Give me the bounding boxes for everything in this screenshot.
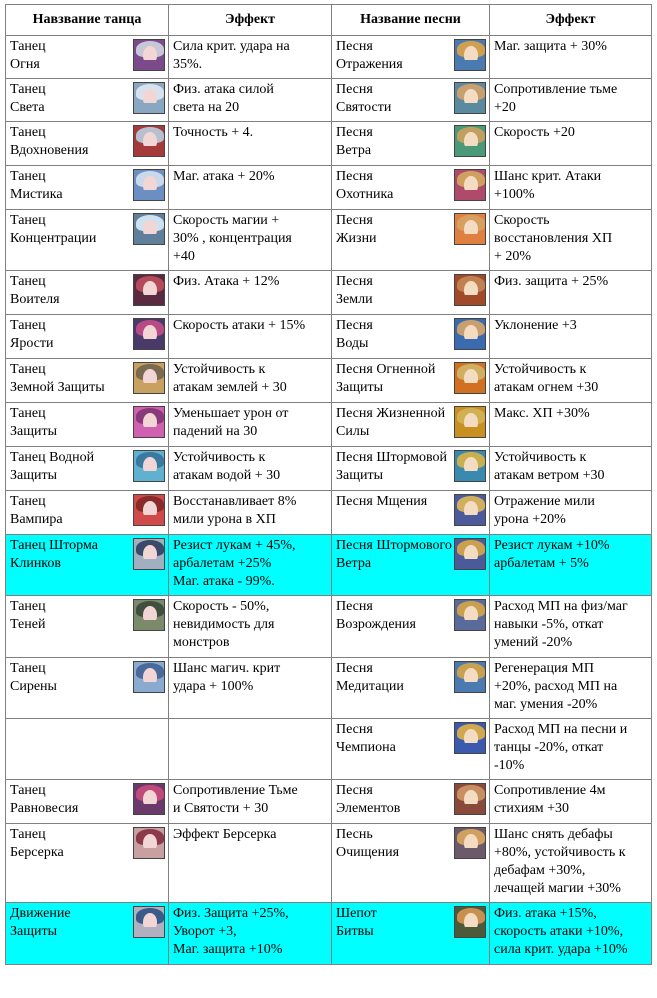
song-effect-text: Отражение мили урона +20%	[494, 494, 595, 527]
dance-name-cell	[6, 271, 169, 315]
dance-name-cell	[6, 210, 169, 271]
table-row	[6, 36, 652, 79]
song-effect-cell	[490, 315, 652, 359]
song-effect-cell	[490, 271, 652, 315]
song-name-text: Песня Ветра	[336, 125, 373, 158]
dance-name-cell	[6, 79, 169, 122]
dance-effect-cell	[169, 447, 332, 491]
dance-name-text: Танец Мистика	[10, 169, 63, 202]
dance-name-text: Танец Водной Защиты	[10, 450, 95, 483]
table-row	[6, 903, 652, 965]
song-effect-text: Физ. защита + 25%	[494, 274, 609, 289]
song-name-cell	[332, 210, 490, 271]
song-renewal-portrait-icon	[454, 599, 486, 631]
table-row	[6, 315, 652, 359]
song-name-cell	[332, 79, 490, 122]
song-name-text: Песня Огненной Защиты	[336, 362, 436, 395]
table-row	[6, 359, 652, 403]
dance-name-text: Танец Огня	[10, 39, 46, 72]
song-effect-cell	[490, 596, 652, 658]
song-effect-cell	[490, 166, 652, 210]
dance-name-text: Танец Вдохновения	[10, 125, 89, 158]
dance-mystic-portrait-icon	[133, 169, 165, 201]
dance-name-cell	[6, 403, 169, 447]
song-name-cell	[332, 903, 490, 965]
song-storm-wind-portrait-icon	[454, 538, 486, 570]
dance-effect-text: Точность + 4.	[173, 125, 254, 140]
song-effect-text: Скорость +20	[494, 125, 575, 140]
table-row	[6, 780, 652, 824]
song-effect-text: Шанс крит. Атаки +100%	[494, 169, 602, 202]
song-name-text: Песня Медитации	[336, 661, 404, 694]
song-name-cell	[332, 447, 490, 491]
song-effect-text: Устойчивость к атакам ветром +30	[494, 450, 605, 483]
song-name-text: Песня Штормового Ветра	[336, 538, 452, 571]
song-name-text: Песня Охотника	[336, 169, 394, 202]
dance-fire-portrait-icon	[133, 39, 165, 71]
song-effect-cell	[490, 824, 652, 903]
dance-effect-text: Физ. Защита +25%, Уворот +3, Маг. защита +10%	[173, 906, 289, 957]
dance-effect-cell	[169, 403, 332, 447]
table-row	[6, 719, 652, 780]
dance-effect-text: Скорость атаки + 15%	[173, 318, 306, 333]
song-effect-text: Маг. защита + 30%	[494, 39, 607, 54]
dance-name-text: Танец Сирены	[10, 661, 57, 694]
song-vitality-portrait-icon	[454, 406, 486, 438]
song-effect-text: Расход МП на физ/маг навыки -5%, откат умений -20%	[494, 599, 628, 650]
table-row	[6, 122, 652, 166]
song-name-text: Песня Жизни	[336, 213, 377, 246]
dance-effect-text: Сопротивление Тьме и Святости + 30	[173, 783, 298, 816]
song-name-cell	[332, 596, 490, 658]
song-effect-cell	[490, 210, 652, 271]
song-effect-text: Уклонение +3	[494, 318, 577, 333]
song-name-cell	[332, 535, 490, 596]
dance-effect-cell	[169, 491, 332, 535]
song-effect-text: Сопротивление тьме +20	[494, 82, 618, 115]
dance-name-text: Танец Берсерка	[10, 827, 64, 860]
song-wind-portrait-icon	[454, 125, 486, 157]
dance-vampire-portrait-icon	[133, 494, 165, 526]
dance-name-text: Танец Теней	[10, 599, 46, 632]
dance-name-cell	[6, 596, 169, 658]
dance-name-cell	[6, 122, 169, 166]
song-name-text: Песня Земли	[336, 274, 373, 307]
dance-effect-cell	[169, 271, 332, 315]
dance-name-text: Танец Ярости	[10, 318, 54, 351]
song-effect-cell	[490, 447, 652, 491]
song-name-text: Песня Мщения	[336, 494, 428, 509]
song-name-text: Песня Воды	[336, 318, 373, 351]
dance-balance-portrait-icon	[133, 783, 165, 815]
dance-effect-text: Устойчивость к атакам землей + 30	[173, 362, 287, 395]
header-song-effect: Эффект	[490, 5, 652, 36]
dance-siren-portrait-icon	[133, 661, 165, 693]
song-effect-cell	[490, 122, 652, 166]
song-name-text: Песня Штормовой Защиты	[336, 450, 448, 483]
song-name-cell	[332, 824, 490, 903]
table-row	[6, 210, 652, 271]
table-row	[6, 824, 652, 903]
dance-name-text: Танец Шторма Клинков	[10, 538, 98, 571]
dance-effect-cell	[169, 36, 332, 79]
dance-name-cell	[6, 903, 169, 965]
header-dance-name: Навзвание танца	[6, 5, 169, 36]
dance-fury-portrait-icon	[133, 318, 165, 350]
song-name-text: Песня Возрождения	[336, 599, 416, 632]
table-row	[6, 79, 652, 122]
dance-inspiration-portrait-icon	[133, 125, 165, 157]
song-earth-portrait-icon	[454, 274, 486, 306]
dance-name-cell	[6, 315, 169, 359]
dance-name-cell	[6, 719, 169, 780]
song-champion-portrait-icon	[454, 722, 486, 754]
table-row	[6, 271, 652, 315]
song-name-cell	[332, 403, 490, 447]
song-flame-guard-portrait-icon	[454, 362, 486, 394]
dance-name-cell	[6, 447, 169, 491]
table-row	[6, 166, 652, 210]
dance-effect-text: Уменьшает урон от падений на 30	[173, 406, 289, 439]
song-purification-portrait-icon	[454, 827, 486, 859]
dance-name-text: Танец Равновесия	[10, 783, 79, 816]
dance-name-text: Танец Воителя	[10, 274, 60, 307]
header-row	[6, 5, 652, 36]
song-name-cell	[332, 166, 490, 210]
dance-effect-cell	[169, 79, 332, 122]
dance-warrior-portrait-icon	[133, 274, 165, 306]
song-effect-cell	[490, 780, 652, 824]
dance-effect-cell	[169, 210, 332, 271]
dance-name-text: Движение Защиты	[10, 906, 71, 939]
dance-name-text: Танец Земной Защиты	[10, 362, 105, 395]
dance-effect-cell	[169, 658, 332, 719]
song-effect-text: Резист лукам +10% арбалетам + 5%	[494, 538, 610, 571]
dance-effect-text: Эффект Берсерка	[173, 827, 277, 842]
song-name-text: Песня Чемпиона	[336, 722, 396, 755]
song-vengeance-portrait-icon	[454, 494, 486, 526]
dance-name-cell	[6, 658, 169, 719]
song-name-cell	[332, 359, 490, 403]
dance-name-text: Танец Защиты	[10, 406, 58, 439]
dance-effect-text: Восстанавливает 8% мили урона в ХП	[173, 494, 297, 527]
dance-effect-cell	[169, 824, 332, 903]
song-holiness-portrait-icon	[454, 82, 486, 114]
song-water-portrait-icon	[454, 318, 486, 350]
dance-protection-portrait-icon	[133, 406, 165, 438]
song-effect-cell	[490, 491, 652, 535]
table-row	[6, 658, 652, 719]
header-song-name: Название песни	[332, 5, 490, 36]
dance-effect-text: Маг. атака + 20%	[173, 169, 275, 184]
table-row	[6, 596, 652, 658]
dance-concentration-portrait-icon	[133, 213, 165, 245]
dance-effect-text: Скорость - 50%, невидимость для монстров	[173, 599, 275, 650]
song-elements-portrait-icon	[454, 783, 486, 815]
dance-name-text: Танец Вампира	[10, 494, 63, 527]
dance-name-text: Танец Концентрации	[10, 213, 97, 246]
song-name-cell	[332, 271, 490, 315]
dance-name-cell	[6, 36, 169, 79]
skills-table	[5, 4, 652, 965]
dance-blade-storm-icon-icon	[133, 538, 165, 570]
song-effect-text: Физ. атака +15%, скорость атаки +10%, сила крит. удара +10%	[494, 906, 628, 957]
song-effect-text: Устойчивость к атакам огнем +30	[494, 362, 599, 395]
song-name-text: Шепот Битвы	[336, 906, 377, 939]
dance-effect-text: Скорость магии + 30% , концентрация +40	[173, 213, 292, 264]
song-life-portrait-icon	[454, 213, 486, 245]
dance-aqua-guard-portrait-icon	[133, 450, 165, 482]
song-name-text: Песнь Очищения	[336, 827, 400, 860]
song-meditation-portrait-icon	[454, 661, 486, 693]
song-name-cell	[332, 315, 490, 359]
dance-effect-text: Сила крит. удара на 35%.	[173, 39, 290, 72]
song-effect-cell	[490, 903, 652, 965]
dance-effect-cell	[169, 166, 332, 210]
dance-effect-text: Физ. Атака + 12%	[173, 274, 280, 289]
song-effect-text: Регенерация МП +20%, расход МП на маг. умения -20%	[494, 661, 618, 712]
dance-name-cell	[6, 166, 169, 210]
dance-effect-cell	[169, 122, 332, 166]
song-effect-cell	[490, 658, 652, 719]
movement-defense-portrait-icon	[133, 906, 165, 938]
song-name-cell	[332, 36, 490, 79]
header-dance-effect: Эффект	[169, 5, 332, 36]
dance-name-cell	[6, 359, 169, 403]
song-effect-cell	[490, 403, 652, 447]
song-name-cell	[332, 780, 490, 824]
song-effect-text: Макс. ХП +30%	[494, 406, 590, 421]
dance-name-cell	[6, 491, 169, 535]
song-hunter-portrait-icon	[454, 169, 486, 201]
dance-earth-guard-portrait-icon	[133, 362, 165, 394]
song-effect-text: Шанс снять дебафы +80%, устойчивость к дебафам +30%, лечащей магии +30%	[494, 827, 626, 896]
dance-effect-cell	[169, 359, 332, 403]
dance-name-cell	[6, 824, 169, 903]
song-name-cell	[332, 491, 490, 535]
table-row	[6, 491, 652, 535]
dance-effect-cell	[169, 315, 332, 359]
dance-effect-text: Устойчивость к атакам водой + 30	[173, 450, 281, 483]
dance-effect-cell	[169, 903, 332, 965]
song-storm-guard-portrait-icon	[454, 450, 486, 482]
dance-effect-cell	[169, 535, 332, 596]
song-name-text: Песня Отражения	[336, 39, 403, 72]
dance-effect-text: Резист лукам + 45%, арбалетам +25% Маг. атака - 99%.	[173, 538, 296, 589]
table-row	[6, 447, 652, 491]
song-effect-text: Расход МП на песни и танцы -20%, откат -10%	[494, 722, 628, 773]
song-name-text: Песня Святости	[336, 82, 392, 115]
song-name-text: Песня Жизненной Силы	[336, 406, 446, 439]
song-effect-text: Скорость восстановления ХП + 20%	[494, 213, 613, 264]
song-effect-cell	[490, 719, 652, 780]
table-row	[6, 403, 652, 447]
song-effect-cell	[490, 79, 652, 122]
song-effect-cell	[490, 36, 652, 79]
dance-name-text: Танец Света	[10, 82, 46, 115]
dance-name-cell	[6, 535, 169, 596]
dance-effect-text: Физ. атака силой света на 20	[173, 82, 274, 115]
song-name-cell	[332, 719, 490, 780]
dance-berserker-portrait-icon	[133, 827, 165, 859]
dance-effect-cell	[169, 780, 332, 824]
song-name-cell	[332, 122, 490, 166]
song-effect-cell	[490, 359, 652, 403]
dance-effect-text: Шанс магич. крит удара + 100%	[173, 661, 281, 694]
dance-effect-cell	[169, 719, 332, 780]
battle-whisper-portrait-icon	[454, 906, 486, 938]
song-effect-text: Сопротивление 4м стихиям +30	[494, 783, 606, 816]
song-name-text: Песня Элементов	[336, 783, 401, 816]
table-row	[6, 535, 652, 596]
dance-light-portrait-icon	[133, 82, 165, 114]
dance-effect-cell	[169, 596, 332, 658]
dance-name-cell	[6, 780, 169, 824]
song-reflect-portrait-icon	[454, 39, 486, 71]
song-effect-cell	[490, 535, 652, 596]
dance-shadow-portrait-icon	[133, 599, 165, 631]
song-name-cell	[332, 658, 490, 719]
